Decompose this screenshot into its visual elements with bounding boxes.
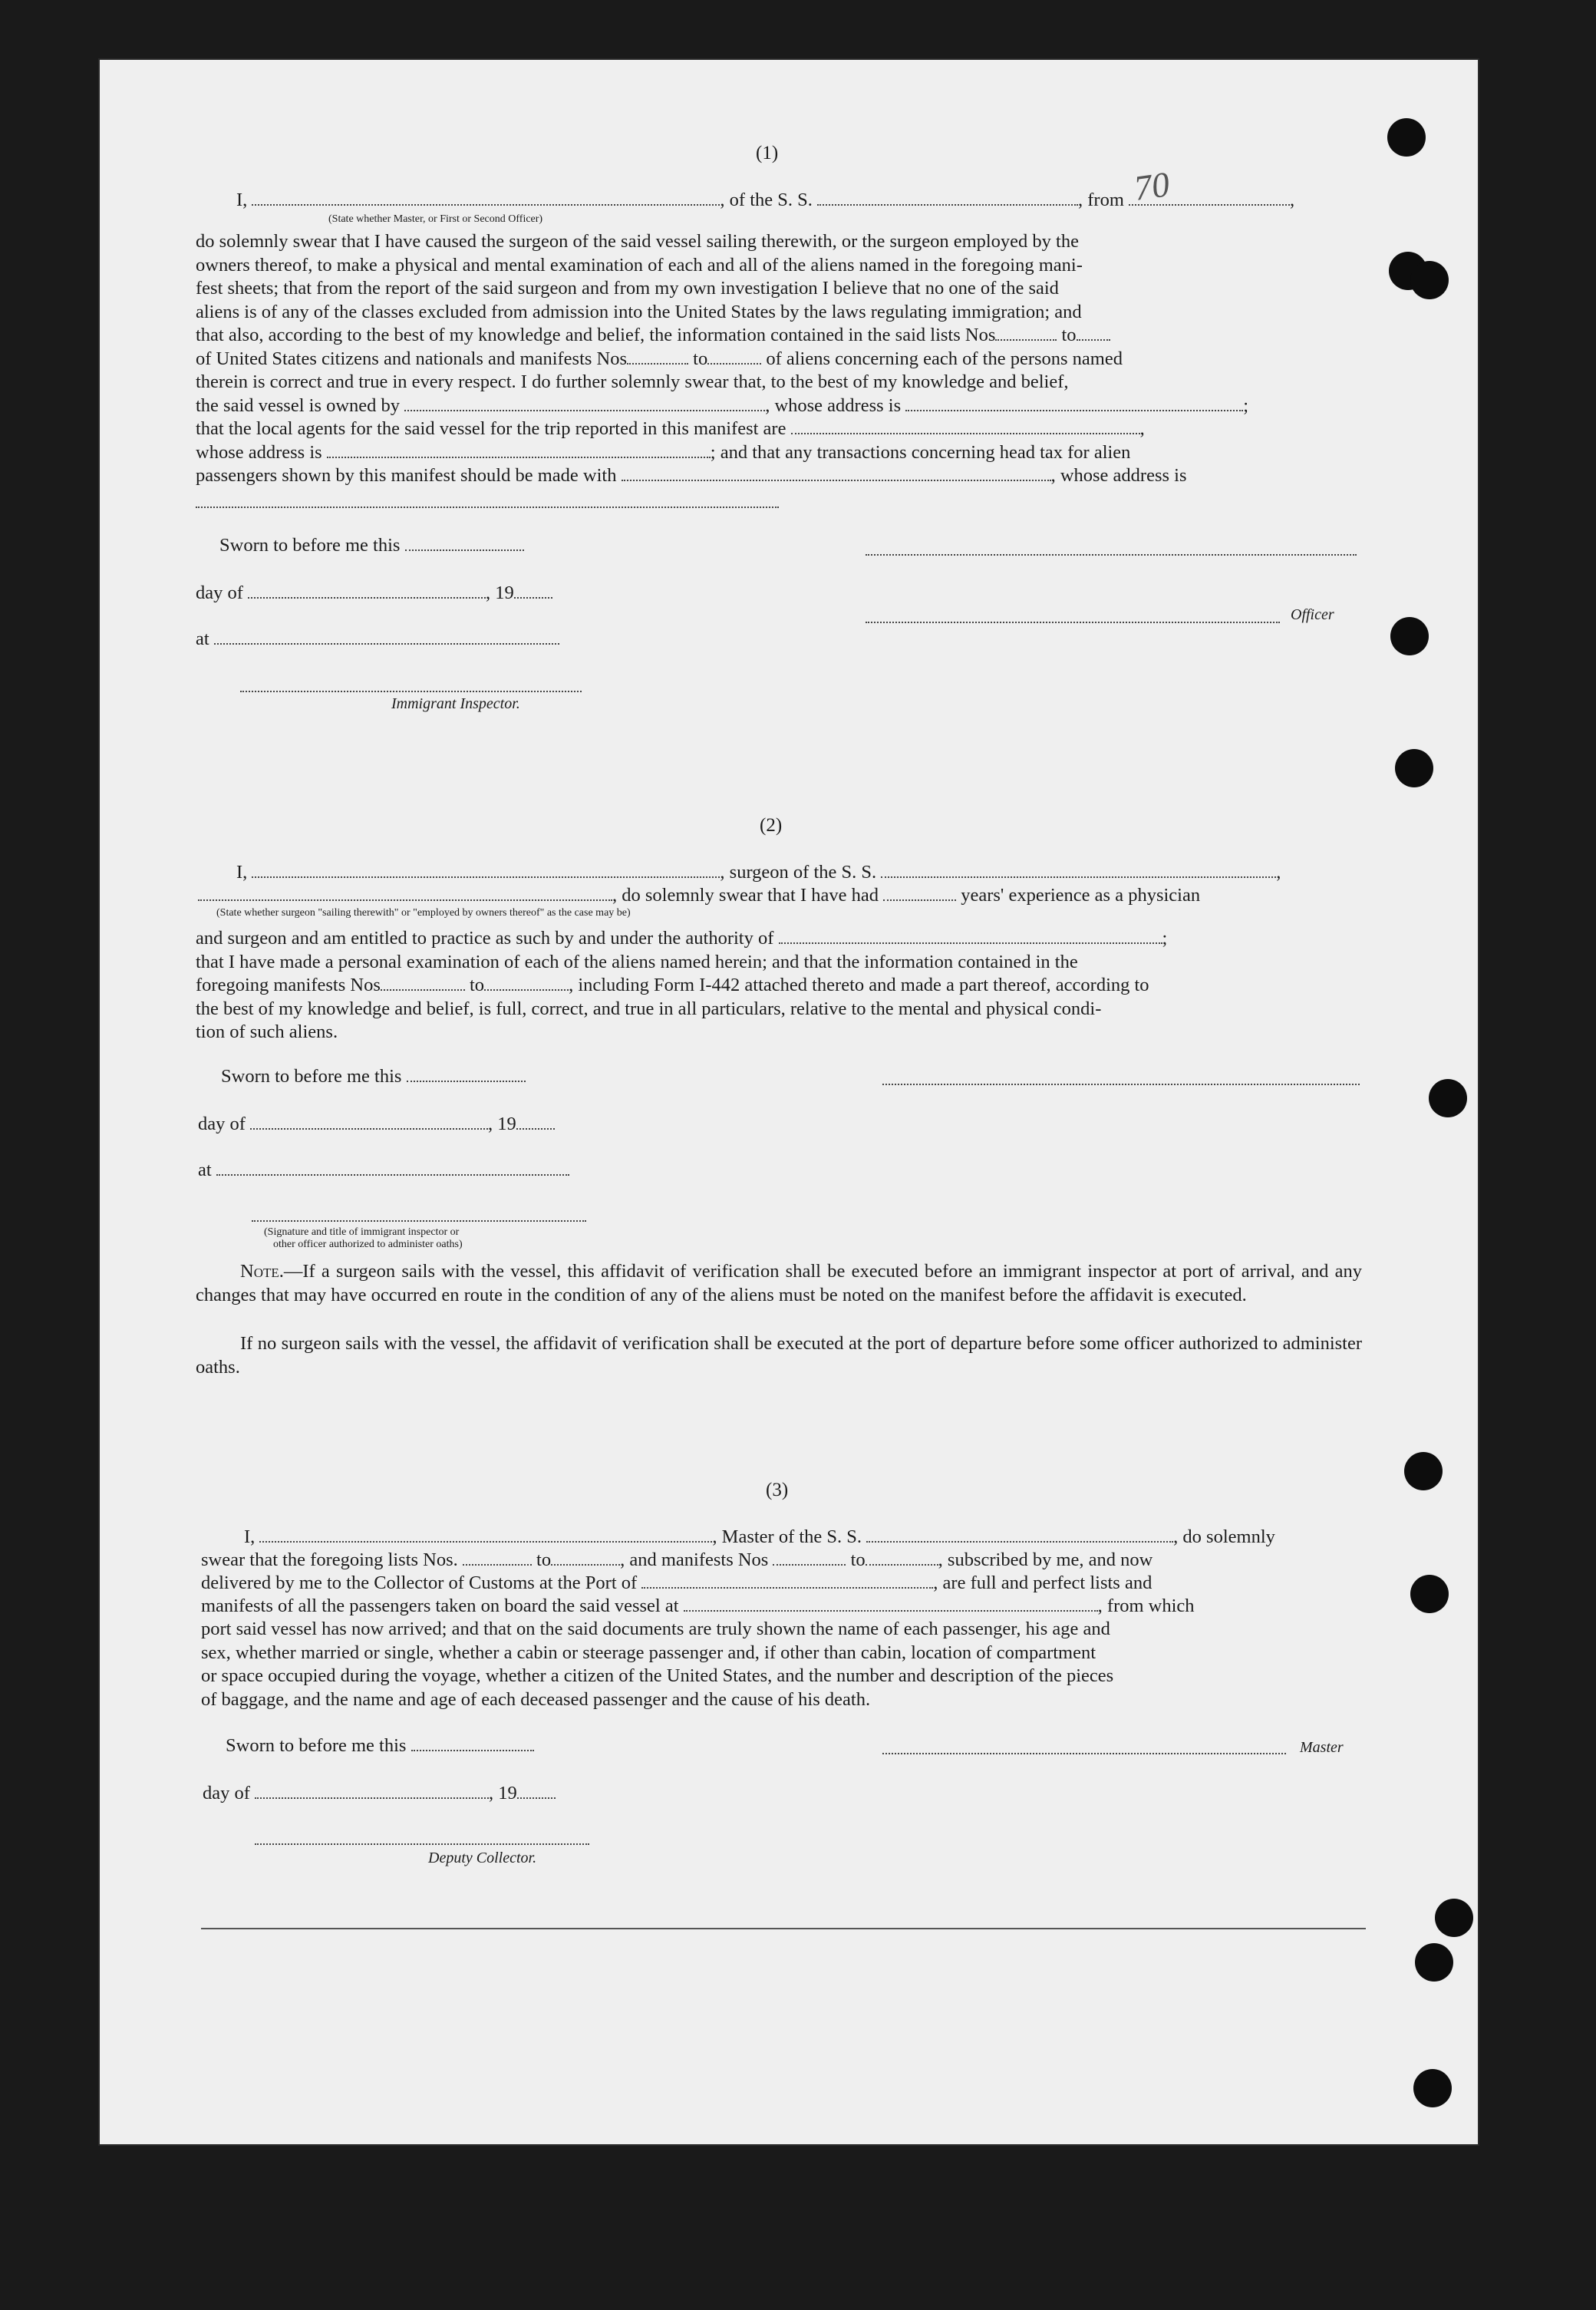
master-note: (State whether Master, or First or Second Officer) <box>328 213 543 225</box>
s2-surgeon-signature-line[interactable] <box>882 1084 1360 1085</box>
binder-hole-1 <box>1387 118 1426 157</box>
section-1-number: (1) <box>756 143 779 163</box>
s1-inspector-label: Immigrant Inspector. <box>391 695 520 712</box>
binder-hole-4 <box>1390 617 1429 655</box>
s1-line-11: passengers shown by this manifest should be made with , whose address is <box>196 465 1187 486</box>
s3-line-2: swear that the foregoing lists Nos. to , and manifests Nos to , subscribed by me, and now <box>201 1549 1153 1570</box>
lists-nos-from-field[interactable] <box>995 324 1057 341</box>
section-1-oath-line: I, , of the S. S. , from , <box>236 190 1295 210</box>
s1-at-field[interactable] <box>214 628 559 645</box>
s3-master-name-field[interactable] <box>259 1526 712 1543</box>
s2-inspector-signature-line[interactable] <box>252 1220 586 1222</box>
s1-line-4: aliens is of any of the classes excluded from admission into the United States by the laws regulating immigration; and <box>196 301 1082 322</box>
bottom-divider <box>201 1928 1366 1929</box>
s2-body-line-4: the best of my knowledge and belief, is full, correct, and true in all particulars, relative to the mental and physical condi- <box>196 998 1102 1019</box>
s1-officer-label: Officer <box>1291 606 1334 623</box>
surgeon-type-field[interactable] <box>198 884 612 901</box>
s3-line-4: manifests of all the passengers taken on board the said vessel at , from which <box>201 1596 1195 1616</box>
s2-sworn: Sworn to before me this <box>221 1065 526 1088</box>
owner-address-field[interactable] <box>905 394 1243 411</box>
s3-collector-label: Deputy Collector. <box>428 1850 537 1866</box>
handwritten-page-number: 70 <box>1131 164 1172 208</box>
s2-sworn-day-field[interactable] <box>407 1065 526 1082</box>
s1-day-of: day of , 19 <box>196 582 552 605</box>
note-label: Note. <box>240 1261 284 1282</box>
s1-line-1: do solemnly swear that I have caused the surgeon of the said vessel sailing therewith, or the surgeon employed by the <box>196 231 1079 252</box>
s1-month-field[interactable] <box>248 582 486 599</box>
s3-lists-from-field[interactable] <box>463 1549 532 1566</box>
s2-sig-note-1: (Signature and title of immigrant inspector or <box>264 1226 460 1238</box>
s3-vessel-field[interactable] <box>866 1526 1173 1543</box>
authority-field[interactable] <box>779 927 1162 944</box>
head-tax-party-field[interactable] <box>622 464 1051 481</box>
owner-field[interactable] <box>404 394 765 411</box>
binder-hole-7 <box>1404 1452 1443 1490</box>
s2-note <box>196 1260 1362 1307</box>
s3-day-of: day of , 19 <box>203 1782 556 1805</box>
s3-body-line-1: port said vessel has now arrived; and that on the said documents are truly shown the name of each passenger, his age and <box>201 1619 1110 1639</box>
agents-address-field[interactable] <box>327 441 711 458</box>
s1-line-3: fest sheets; that from the report of the said surgeon and from my own investigation I believe that no one of the said <box>196 278 1059 299</box>
head-tax-address-line[interactable] <box>196 507 779 508</box>
s1-year-field[interactable] <box>514 582 552 599</box>
s3-body-line-3: or space occupied during the voyage, whether a citizen of the United States, and the number and description of the pieces <box>201 1665 1114 1686</box>
s3-boarding-port-field[interactable] <box>684 1595 1098 1612</box>
s3-collector-signature-line[interactable] <box>255 1843 589 1845</box>
s2-vessel-field[interactable] <box>881 861 1276 878</box>
s1-officer-line-1[interactable] <box>866 554 1357 556</box>
binder-hole-5 <box>1395 749 1433 787</box>
s2-line-1: I, , surgeon of the S. S. , <box>236 862 1281 883</box>
s1-line-6: of United States citizens and nationals and manifests Nos to of aliens concerning each of the persons named <box>196 348 1123 369</box>
s2-month-field[interactable] <box>250 1113 488 1130</box>
s3-master-label: Master <box>1300 1739 1344 1756</box>
s1-line-9: that the local agents for the said vessel for the trip reported in this manifest are , <box>196 418 1145 439</box>
s3-year-field[interactable] <box>517 1782 556 1799</box>
s1-line-7: therein is correct and true in every respect. I do further solemnly swear that, to the best of my knowledge and belief, <box>196 371 1069 392</box>
years-experience-field[interactable] <box>883 884 956 901</box>
s3-lists-to-field[interactable] <box>551 1549 620 1566</box>
oath-mid: , of the S. S. <box>720 190 813 210</box>
s2-year-field[interactable] <box>516 1113 555 1130</box>
s2-note-2: If no surgeon sails with the vessel, the affidavit of verification shall be executed at the port of departure before some officer authorized to administer oaths. <box>196 1333 1362 1378</box>
section-3-number: (3) <box>766 1480 789 1500</box>
s1-inspector-signature-line[interactable] <box>240 691 582 692</box>
s1-line-10: whose address is ; and that any transactions concerning head tax for alien <box>196 441 1131 463</box>
master-name-field[interactable] <box>252 189 720 206</box>
lists-nos-to-field[interactable] <box>1077 324 1110 341</box>
s1-line-2: owners thereof, to make a physical and mental examination of each and all of the aliens named in the foregoing mani- <box>196 254 1083 276</box>
oath-from: , from <box>1078 190 1124 210</box>
s3-sworn-day-field[interactable] <box>411 1734 534 1751</box>
surgeon-note: (State whether surgeon "sailing therewith" or "employed by owners thereof" as the case may be) <box>216 907 631 919</box>
s2-day-of: day of , 19 <box>198 1113 555 1136</box>
s1-sworn: Sworn to before me this <box>219 534 524 557</box>
s1-officer-signature-line[interactable] <box>866 622 1280 623</box>
s1-sworn-day-field[interactable] <box>405 534 524 551</box>
s1-at: at <box>196 628 559 651</box>
note-text: —If a surgeon sails with the vessel, this affidavit of verification shall be executed before an immigrant inspector at port of arrival, and any changes that may have occurred en route in the condition of any of the aliens must be noted on the manifest before the affidavit is executed. <box>196 1261 1362 1305</box>
s2-sig-note-2: other officer authorized to administer oaths) <box>273 1239 463 1250</box>
binder-hole-8 <box>1410 1575 1449 1613</box>
s3-manifests-to-field[interactable] <box>866 1549 938 1566</box>
vessel-name-field[interactable] <box>817 189 1078 206</box>
s2-body-line-3: foregoing manifests Nos to , including Form I-442 attached thereto and made a part thereof, according to <box>196 975 1149 995</box>
binder-hole-9 <box>1435 1899 1473 1937</box>
s2-manifests-from-field[interactable] <box>381 974 465 991</box>
s2-at-field[interactable] <box>216 1159 569 1176</box>
s1-line-5: that also, according to the best of my knowledge and belief, the information contained in the said lists Nos to <box>196 324 1362 348</box>
local-agents-field[interactable] <box>791 417 1140 434</box>
s3-sworn: Sworn to before me this <box>226 1734 534 1757</box>
s2-body-line-2: that I have made a personal examination of each of the aliens named herein; and that the information contained in the <box>196 951 1078 972</box>
surgeon-name-field[interactable] <box>252 861 720 878</box>
binder-hole-6 <box>1429 1079 1467 1117</box>
s2-body-line-1: and surgeon and am entitled to practice as such by and under the authority of ; <box>196 928 1168 949</box>
s2-at: at <box>198 1159 569 1182</box>
binder-hole-10 <box>1415 1943 1453 1982</box>
s3-port-field[interactable] <box>641 1572 933 1589</box>
s2-line-2: , do solemnly swear that I have had years' experience as a physician <box>198 884 1200 907</box>
binder-hole-3 <box>1410 261 1449 299</box>
binder-hole-11 <box>1413 2069 1452 2107</box>
section-2-number: (2) <box>760 815 783 836</box>
s3-master-signature-line[interactable] <box>882 1753 1286 1754</box>
s3-month-field[interactable] <box>255 1782 489 1799</box>
section-2-body <box>196 927 1362 1044</box>
manifests-nos-to-field[interactable] <box>707 348 761 365</box>
manifests-nos-from-field[interactable] <box>627 348 688 365</box>
s3-body-line-2: sex, whether married or single, whether a cabin or steerage passenger and, if other than cabin, location of compartment <box>201 1642 1096 1663</box>
s3-line-1: I, , Master of the S. S. , do solemnly <box>244 1526 1275 1547</box>
s1-line-8: the said vessel is owned by , whose address is ; <box>196 394 1249 416</box>
s2-manifests-to-field[interactable] <box>484 974 569 991</box>
s2-body-line-5: tion of such aliens. <box>196 1021 338 1042</box>
s3-manifests-from-field[interactable] <box>773 1549 846 1566</box>
oath-prefix: I, <box>236 190 248 210</box>
s3-line-3: delivered by me to the Collector of Customs at the Port of , are full and perfect lists and <box>201 1572 1152 1593</box>
from-port-field[interactable] <box>1129 189 1290 206</box>
section-1-body <box>196 230 1362 488</box>
s3-body-line-4: of baggage, and the name and age of each deceased passenger and the cause of his death. <box>201 1688 871 1710</box>
section-3-body <box>201 1618 1364 1711</box>
